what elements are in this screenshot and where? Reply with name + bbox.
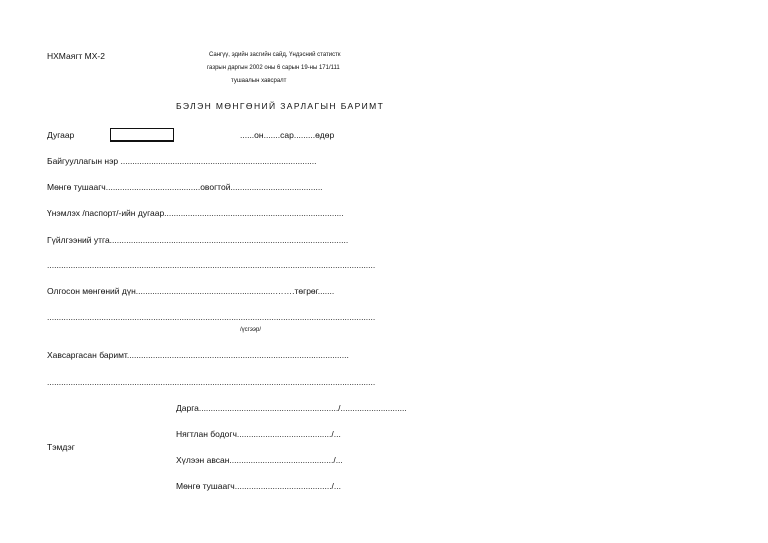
stamp-label: Тэмдэг bbox=[47, 442, 75, 452]
attachments-field: Хавсаргасан баримт.............................................................................................. bbox=[47, 350, 349, 360]
number-label: Дугаар bbox=[47, 130, 75, 140]
form-code: НХМаягт МХ-2 bbox=[47, 51, 105, 61]
document-title: БЭЛЭН МӨНГӨНИЙ ЗАРЛАГЫН БАРИМТ bbox=[176, 101, 385, 111]
number-input-box[interactable] bbox=[110, 128, 174, 141]
accountant-signature: Нягтлан бодогч......................................../... bbox=[176, 429, 341, 439]
transaction-purpose-line-2: ........................................................................................................................................... bbox=[47, 260, 376, 270]
received-by-signature: Хүлээн авсан............................................/... bbox=[176, 455, 343, 465]
director-signature: Дарга.........................................................../............................ bbox=[176, 403, 407, 413]
approval-line-3: тушаалын хавсралт bbox=[231, 78, 287, 84]
organization-name-field: Байгууллагын нэр ................................................................................... bbox=[47, 156, 317, 166]
attachments-line-2: ........................................................................................................................................... bbox=[47, 377, 376, 387]
payer-signature: Мөнгө тушаагч........................................./... bbox=[176, 481, 342, 491]
amount-field: Олгосон мөнгөний дүн...........................................................…….төгрөг....... bbox=[47, 286, 335, 296]
approval-line-1: Сангүү, эдийн засгийн сайд, Үндэсний статистк bbox=[209, 52, 341, 58]
date-field: ......он.......сар.........өдөр bbox=[240, 130, 335, 140]
approval-line-2: газрын даргын 2002 оны 6 сарын 19-ны 171/111 bbox=[207, 65, 340, 71]
transaction-purpose-field: Гүйлгээний утга..................................................................................................... bbox=[47, 235, 349, 245]
recipient-field: Мөнгө тушаагч........................................овогтой....................................... bbox=[47, 182, 323, 192]
amount-in-words-hint: /үсгээр/ bbox=[240, 327, 261, 333]
id-number-field: Үнэмлэх /паспорт/-ийн дугаар............................................................................ bbox=[47, 208, 344, 218]
amount-line-2: ........................................................................................................................................... bbox=[47, 312, 376, 322]
